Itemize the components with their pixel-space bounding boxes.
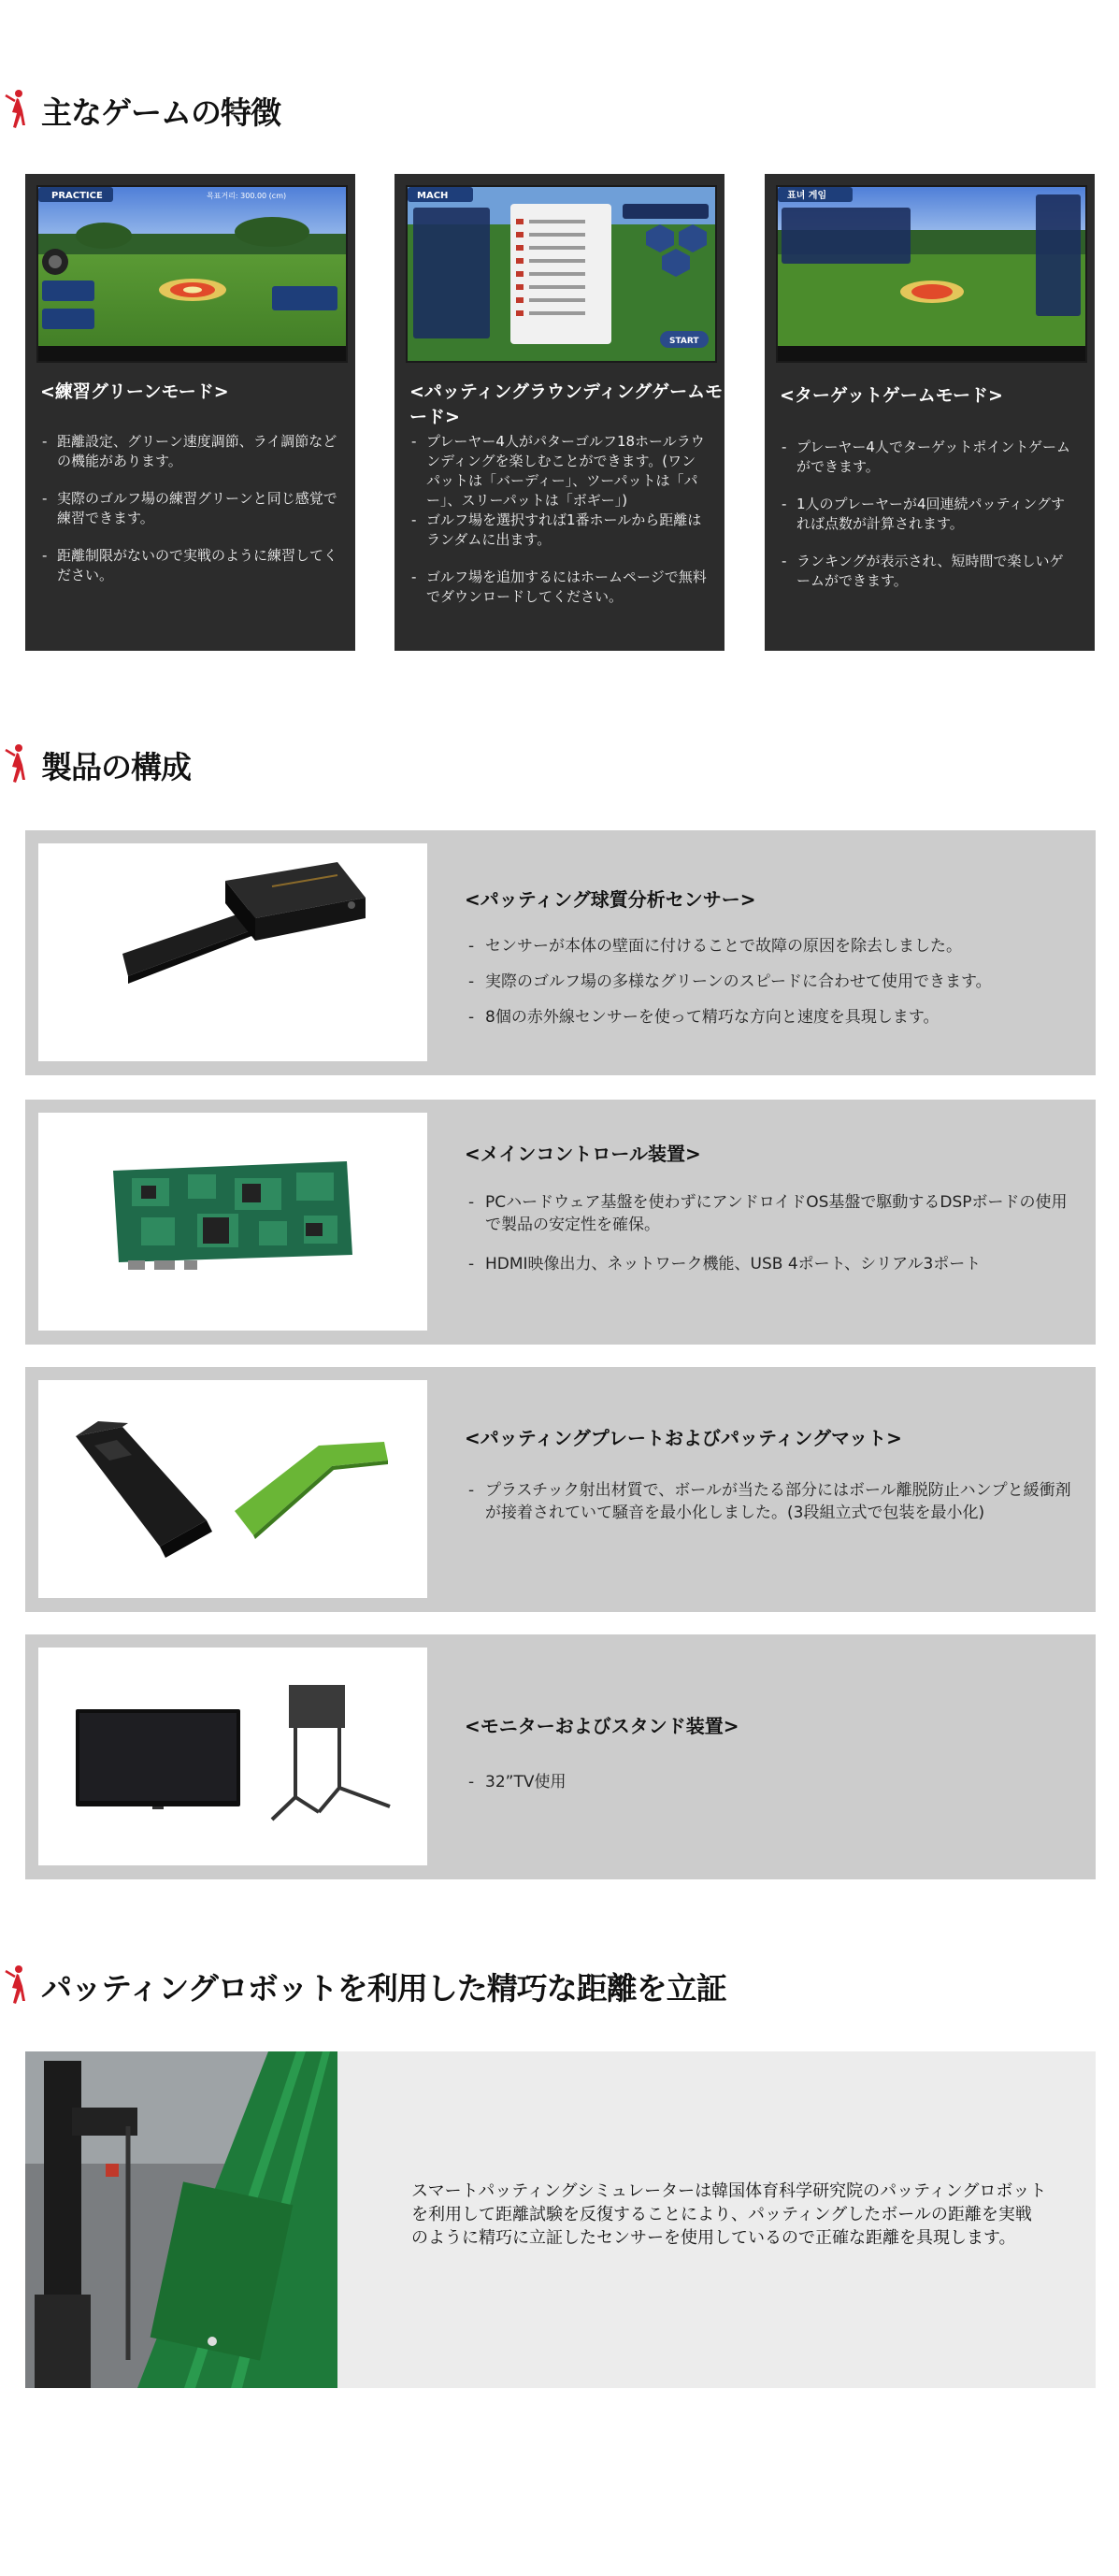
mode-card-rounding <box>395 174 724 651</box>
product-control-board <box>25 1100 1096 1345</box>
mode-title: <練習グリーンモード> <box>40 381 229 402</box>
section-title-robot: パッティングロボットを利用した精巧な距離を立証 <box>0 1960 726 2012</box>
product-sensor <box>25 830 1096 1075</box>
product-title: <メインコントロール装置> <box>465 1143 701 1165</box>
svg-text:목표거리: 300.00 (cm): 목표거리: 300.00 (cm) <box>207 192 287 200</box>
svg-text:표녀 게임: 표녀 게임 <box>787 191 827 201</box>
mode-bullets <box>782 438 1077 609</box>
mode-card-target <box>765 174 1095 651</box>
product-bullets <box>465 1479 1072 1539</box>
product-monitor-stand <box>25 1634 1096 1879</box>
list-item: - ランキングが表示され、短時間で楽しいゲームができます。 <box>782 552 1077 591</box>
product-title: <パッティング球質分析センサー> <box>465 888 756 911</box>
product-bullets <box>465 1771 1072 1808</box>
list-item: - プレーヤー4人がパターゴルフ18ホールラウンディングを楽しむことができます。(ワンパットは「バーディー」、ツーパットは「パー」、スリーパットは「ボギー」) <box>411 432 707 511</box>
product-title: <パッティングプレートおよびパッティングマット> <box>465 1427 902 1449</box>
golfer-icon <box>0 742 32 787</box>
golfer-icon <box>0 1964 32 2008</box>
sensor-image <box>38 843 427 1061</box>
svg-text:START: START <box>669 337 699 346</box>
list-item: - 1人のプレーヤーが4回連続パッティングすれば点数が計算されます。 <box>782 495 1077 534</box>
svg-text:MACH: MACH <box>417 191 449 201</box>
product-plate-mat <box>25 1367 1096 1612</box>
list-item: - PCハードウェア基盤を使わずにアンドロイドOS基盤で駆動するDSPボードの使用で製品の安定性を確保。 <box>465 1191 1072 1236</box>
mode-title: <ターゲットゲームモード> <box>780 385 1003 406</box>
putting-robot-photo <box>25 2051 337 2388</box>
list-item: - 実際のゴルフ場の多様なグリーンのスピードに合わせて使用できます。 <box>465 971 1072 993</box>
section-title-features: 主なゲームの特徴 <box>0 84 280 137</box>
mode-title: <パッティングラウンディングゲームモード> <box>409 381 724 427</box>
list-item: - プレーヤー4人でターゲットポイントゲームができます。 <box>782 438 1077 477</box>
list-item: - 32”TV使用 <box>465 1771 1072 1793</box>
robot-section <box>25 2051 1096 2388</box>
svg-text:PRACTICE: PRACTICE <box>51 191 103 201</box>
golfer-icon <box>0 88 32 133</box>
mode-bullets <box>411 432 707 625</box>
list-item: - ゴルフ場を追加するにはホームページで無料でダウンロードしてください。 <box>411 568 707 607</box>
product-bullets <box>465 935 1072 1043</box>
list-item: - 距離制限がないので実戦のように練習してください。 <box>42 546 337 585</box>
list-item: - 8個の赤外線センサーを使って精巧な方向と速度を具現します。 <box>465 1006 1072 1029</box>
mode-card-practice <box>25 174 355 651</box>
target-screenshot <box>776 185 1087 363</box>
mode-bullets <box>42 432 337 603</box>
rounding-screenshot <box>406 185 717 363</box>
list-item: - ゴルフ場を選択すれば1番ホールから距離はランダムに出ます。 <box>411 511 707 550</box>
section-title-components: 製品の構成 <box>0 739 191 791</box>
robot-description: スマートパッティングシミュレーターは韓国体育科学研究院のパッティングロボットを利用して距離試験を反復することにより、パッティングしたボールの距離を実戦のように精巧に立証したセンサーを使用しているので正確な距離を具現します。 <box>411 2181 1047 2248</box>
list-item: - センサーが本体の壁面に付けることで故障の原因を除去しました。 <box>465 935 1072 957</box>
product-title: <モニターおよびスタンド装置> <box>465 1715 739 1737</box>
plate-mat-image <box>38 1380 427 1598</box>
practice-screenshot <box>36 185 348 363</box>
control-board-image <box>38 1113 427 1331</box>
list-item: - 距離設定、グリーン速度調節、ライ調節などの機能があります。 <box>42 432 337 471</box>
monitor-stand-image <box>38 1648 427 1865</box>
product-bullets <box>465 1191 1072 1290</box>
list-item: - 実際のゴルフ場の練習グリーンと同じ感覚で練習できます。 <box>42 489 337 528</box>
list-item: - プラスチック射出材質で、ボールが当たる部分にはボール離脱防止ハンプと緩衝剤が接着されていて騒音を最小化しました。(3段組立式で包装を最小化) <box>465 1479 1072 1524</box>
list-item: - HDMI映像出力、ネットワーク機能、USB 4ポート、シリアル3ポート <box>465 1253 1072 1275</box>
